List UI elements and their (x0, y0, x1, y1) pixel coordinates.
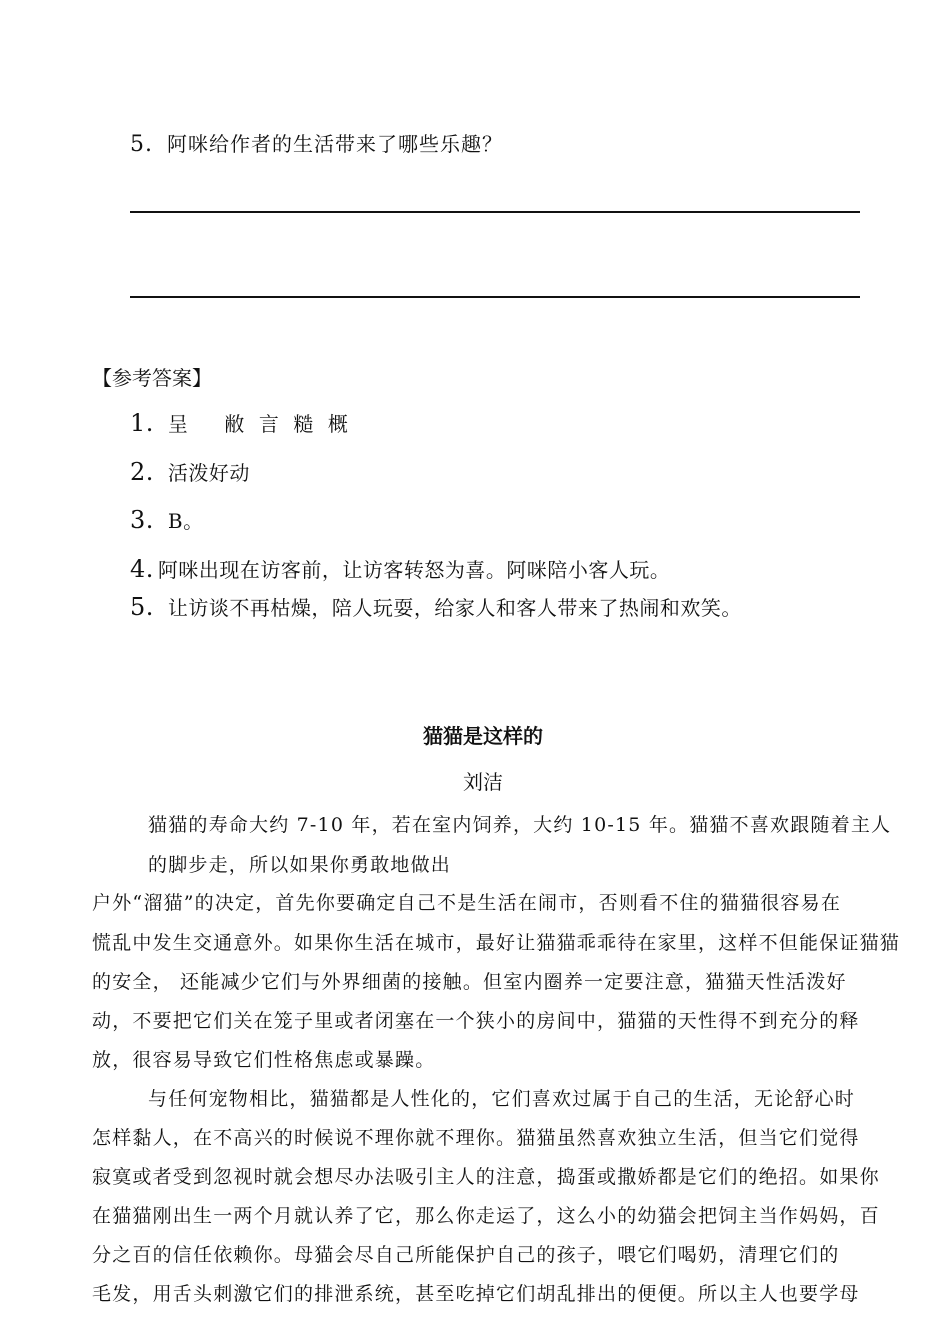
question-number: 5. (130, 132, 153, 157)
paragraph-line: 寂寞或者受到忽视时就会想尽办法吸引主人的注意，捣蛋或撒娇都是它们的绝招。如果你 (92, 1166, 880, 1188)
paragraph-line: 户外“溜猫”的决定，首先你要确定自己不是生活在闹市，否则看不住的猫猫很容易在 (92, 892, 842, 914)
paragraph-line: 怎样黏人，在不高兴的时候说不理你就不理你。猫猫虽然喜欢独立生活，但当它们觉得 (92, 1127, 860, 1149)
reference-answers-header: 【参考答案】 (92, 366, 212, 390)
paragraph-line: 猫猫的寿命大约 7-10 年，若在室内饲养，大约 10-15 年。猫猫不喜欢跟随着主人 (148, 814, 892, 836)
answer-3 (130, 505, 204, 534)
answer-1-word: 糙 (293, 412, 314, 436)
answer-1-word: 敝 (224, 412, 245, 436)
paragraph-line: 慌乱中发生交通意外。如果你生活在城市，最好让猫猫乖乖待在家里，这样不但能保证猫猫 (92, 932, 901, 954)
paragraph-line: 毛发，用舌头刺激它们的排泄系统，甚至吃掉它们胡乱排出的便便。所以主人也要学母 (92, 1283, 860, 1305)
article-author: 刘洁 (463, 770, 503, 794)
answer-1-word: 概 (327, 412, 349, 436)
paragraph-line: 在猫猫刚出生一两个月就认养了它，那么你走运了，这么小的幼猫会把饲主当作妈妈，百 (92, 1205, 880, 1227)
answer-1 (130, 408, 362, 437)
paragraph-line: 放，很容易导致它们性格焦虑或暴躁。 (92, 1049, 436, 1071)
answer-2-number: 2. (130, 458, 154, 486)
paragraph-line: 的安全， 还能减少它们与外界细菌的接触。但室内圈养一定要注意，猫猫天性活泼好 (92, 971, 847, 993)
answer-2 (130, 457, 250, 486)
question-text: 阿咪给作者的生活带来了哪些乐趣？ (167, 132, 503, 156)
answer-5 (130, 592, 742, 621)
answer-line-2[interactable] (130, 296, 860, 298)
question-5 (130, 128, 503, 157)
paragraph-line: 与任何宠物相比，猫猫都是人性化的，它们喜欢过属于自己的生活，无论舒心时 (148, 1088, 856, 1110)
answer-1-word: 言 (258, 412, 280, 436)
answer-5-text: 让访谈不再枯燥，陪人玩耍，给家人和客人带来了热闹和欢笑。 (167, 596, 742, 620)
paragraph-line: 的脚步走，所以如果你勇敢地做出 (148, 854, 452, 876)
paragraph-line: 分之百的信任依赖你。母猫会尽自己所能保护自己的孩子，喂它们喝奶，清理它们的 (92, 1244, 840, 1266)
answer-3-text: B。 (167, 509, 204, 533)
answer-4-text: 阿咪出现在访客前，让访客转怒为喜。阿咪陪小客人玩。 (157, 558, 671, 582)
answer-5-number: 5. (130, 593, 154, 621)
article-title: 猫猫是这样的 (423, 724, 543, 748)
answer-1-word: 呈 (167, 412, 189, 436)
paragraph-line: 动，不要把它们关在笼子里或者闭塞在一个狭小的房间中，猫猫的天性得不到充分的释 (92, 1010, 860, 1032)
answer-4 (130, 554, 670, 583)
answer-line-1[interactable] (130, 211, 860, 213)
answer-2-text: 活泼好动 (167, 461, 250, 485)
answer-1-number: 1. (130, 409, 154, 437)
answer-4-number: 4. (130, 555, 154, 583)
answer-3-number: 3. (130, 506, 154, 534)
